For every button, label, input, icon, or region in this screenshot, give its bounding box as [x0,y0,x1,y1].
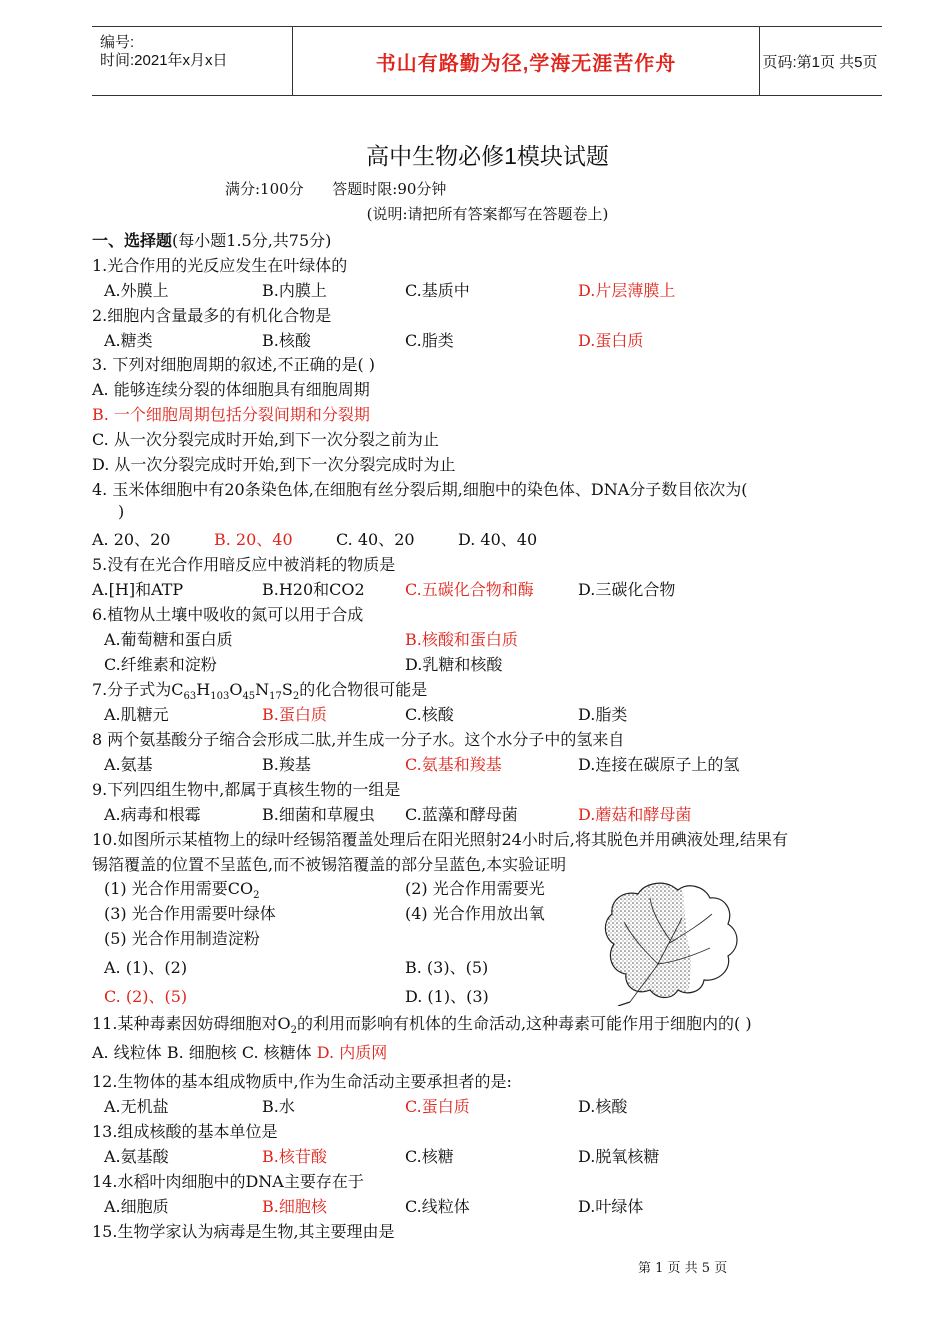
q10-option-c: C. (2)、(5) [104,987,188,1006]
q2-option-b: B.核酸 [262,331,311,350]
q14-option-c: C.线粒体 [405,1197,470,1216]
q10-stem-line1: 10.如图所示某植物上的绿叶经锡箔覆盖处理后在阳光照射24小时后,将其脱色并用碘液处理,结果有 [92,830,788,849]
q11-option-d: D. 内质网 [316,1043,388,1062]
q1-option-b: B.内膜上 [262,281,327,300]
q7-stem [92,677,427,702]
q11-oxygen: O [277,1014,291,1033]
q13-option-c: C.核糖 [405,1147,454,1166]
page-info: 页码:第1页 共5页 [762,53,878,71]
q10-option-d: D. (1)、(3) [405,987,489,1006]
formula-h: H [196,680,211,699]
q5-stem: 5.没有在光合作用暗反应中被消耗的物质是 [92,555,396,574]
q3-stem: 3. 下列对细胞周期的叙述,不正确的是( ) [92,355,376,374]
formula-n-count: 17 [269,691,282,703]
q8-option-b: B.羧基 [262,755,311,774]
section-heading [92,228,331,251]
q12-stem: 12.生物体的基本组成物质中,作为生命活动主要承担者的是: [92,1072,512,1091]
header-left-cell [92,27,292,95]
q11-options [92,1040,387,1063]
q13-option-a: A.氨基酸 [104,1147,169,1166]
q9-stem: 9.下列四组生物中,都属于真核生物的一组是 [92,780,401,799]
q11-options-abc: A. 线粒体 B. 细胞核 C. 核糖体 [92,1043,312,1062]
q7-option-a: A.肌糖元 [104,705,169,724]
q14-stem: 14.水稻叶肉细胞中的DNA主要存在于 [92,1172,364,1191]
q5-option-a: A.[H]和ATP [92,580,184,599]
q10-statement-5: (5) 光合作用制造淀粉 [104,929,260,948]
serial-label: 编号: [100,34,135,51]
formula-o-count: 45 [242,691,256,703]
score-and-time: 满分:100分 答题时限:90分钟 [225,180,447,198]
q2-option-c: C.脂类 [405,331,454,350]
q7-option-c: C.核酸 [405,705,454,724]
formula-s: S [281,680,293,699]
q1-option-d: D.片层薄膜上 [578,281,676,300]
q13-stem: 13.组成核酸的基本单位是 [92,1122,278,1141]
q12-option-a: A.无机盐 [104,1097,169,1116]
q6-option-d: D.乳糖和核酸 [405,655,503,674]
q5-option-d: D.三碳化合物 [578,580,676,599]
q1-option-a: A.外膜上 [104,281,169,300]
q11-stem-pre: 11.某种毒素因妨碍细胞对 [92,1014,278,1033]
molecular-formula [171,680,300,703]
q11-oxygen-sub: 2 [290,1025,297,1037]
q2-stem: 2.细胞内含量最多的有机化合物是 [92,306,332,325]
q10-statement-1-sub: 2 [253,890,260,902]
q7-option-b: B.蛋白质 [262,705,327,724]
page-footer: 第 1 页 共 5 页 [638,1261,728,1276]
q10-stem-line2: 锡箔覆盖的位置不呈蓝色,而不被锡箔覆盖的部分呈蓝色,本实验证明 [92,855,567,874]
q10-statement-2: (2) 光合作用需要光 [405,879,545,898]
q10-statement-3: (3) 光合作用需要叶绿体 [104,904,276,923]
q8-option-c: C.氨基和羧基 [405,755,502,774]
document-header [92,26,882,96]
q12-option-c: C.蛋白质 [405,1097,470,1116]
q2-option-a: A.糖类 [104,331,153,350]
q4-stem-close: ) [118,502,125,521]
q3-option-a: A. 能够连续分裂的体细胞具有细胞周期 [92,380,370,399]
q9-option-c: C.蓝藻和酵母菌 [405,805,518,824]
leaf-figure-icon [600,878,745,1006]
formula-s-count: 2 [292,691,300,703]
q2-option-d: D.蛋白质 [578,331,644,350]
q10-statement-1-text: (1) 光合作用需要CO [104,879,254,898]
q10-option-a: A. (1)、(2) [104,958,188,977]
q1-option-c: C.基质中 [405,281,470,300]
header-motto-cell [292,27,760,95]
q6-stem: 6.植物从土壤中吸收的氮可以用于合成 [92,605,364,624]
q9-option-a: A.病毒和根霉 [104,805,201,824]
q12-option-b: B.水 [262,1097,295,1116]
q3-option-b: B. 一个细胞周期包括分裂间期和分裂期 [92,405,370,424]
q6-option-c: C.纤维素和淀粉 [104,655,217,674]
q11-stem-post: 的利用而影响有机体的生命活动,这种毒素可能作用于细胞内的( ) [296,1014,752,1033]
section-title: 一、选择题 [92,233,173,250]
header-page-cell [758,27,882,95]
q7-prefix: 7.分子式为 [92,680,172,699]
q4-option-a: A. 20、20 [92,530,171,549]
q13-option-d: D.脱氧核糖 [578,1147,660,1166]
q10-statement-4: (4) 光合作用放出氧 [405,904,545,923]
motto: 书山有路勤为径,学海无涯苦作舟 [375,52,677,75]
q13-option-b: B.核苷酸 [262,1147,327,1166]
q11-stem [92,1011,752,1036]
q4-stem: 4. 玉米体细胞中有20条染色体,在细胞有丝分裂后期,细胞中的染色体、DNA分子数目依次为( [92,480,748,499]
q6-option-a: A.葡萄糖和蛋白质 [104,630,233,649]
formula-o: O [229,680,243,699]
q4-option-d: D. 40、40 [458,530,538,549]
q14-option-b: B.细胞核 [262,1197,327,1216]
q14-option-a: A.细胞质 [104,1197,169,1216]
q8-option-a: A.氨基 [104,755,153,774]
exam-title: 高中生物必修1模块试题 [366,143,609,169]
q4-option-b: B. 20、40 [214,530,293,549]
q3-option-c: C. 从一次分裂完成时开始,到下一次分裂之前为止 [92,430,439,449]
instruction: (说明:请把所有答案都写在答题卷上) [366,205,609,223]
formula-c-count: 63 [183,691,197,703]
section-detail: (每小题1.5分,共75分) [172,231,332,250]
formula-c: C [171,680,184,699]
q12-option-d: D.核酸 [578,1097,628,1116]
q10-option-b: B. (3)、(5) [405,958,489,977]
q5-option-c: C.五碳化合物和酶 [405,580,534,599]
q5-option-b: B.H20和CO2 [262,580,365,599]
q3-option-d: D. 从一次分裂完成时开始,到下一次分裂完成时为止 [92,455,456,474]
formula-n: N [255,680,270,699]
date-label: 时间:2021年x月x日 [100,52,228,69]
q10-statement-1 [104,876,260,901]
q1-stem: 1.光合作用的光反应发生在叶绿体的 [92,256,348,275]
q7-suffix: 的化合物很可能是 [299,680,428,699]
formula-h-count: 103 [210,691,230,703]
q8-option-d: D.连接在碳原子上的氢 [578,755,740,774]
q6-option-b: B.核酸和蛋白质 [405,630,518,649]
q7-option-d: D.脂类 [578,705,628,724]
q9-option-d: D.蘑菇和酵母菌 [578,805,692,824]
q15-stem: 15.生物学家认为病毒是生物,其主要理由是 [92,1222,395,1241]
q8-stem: 8 两个氨基酸分子缩合会形成二肽,并生成一分子水。这个水分子中的氢来自 [92,730,625,749]
q9-option-b: B.细菌和草履虫 [262,805,375,824]
q4-option-c: C. 40、20 [336,530,415,549]
q14-option-d: D.叶绿体 [578,1197,644,1216]
